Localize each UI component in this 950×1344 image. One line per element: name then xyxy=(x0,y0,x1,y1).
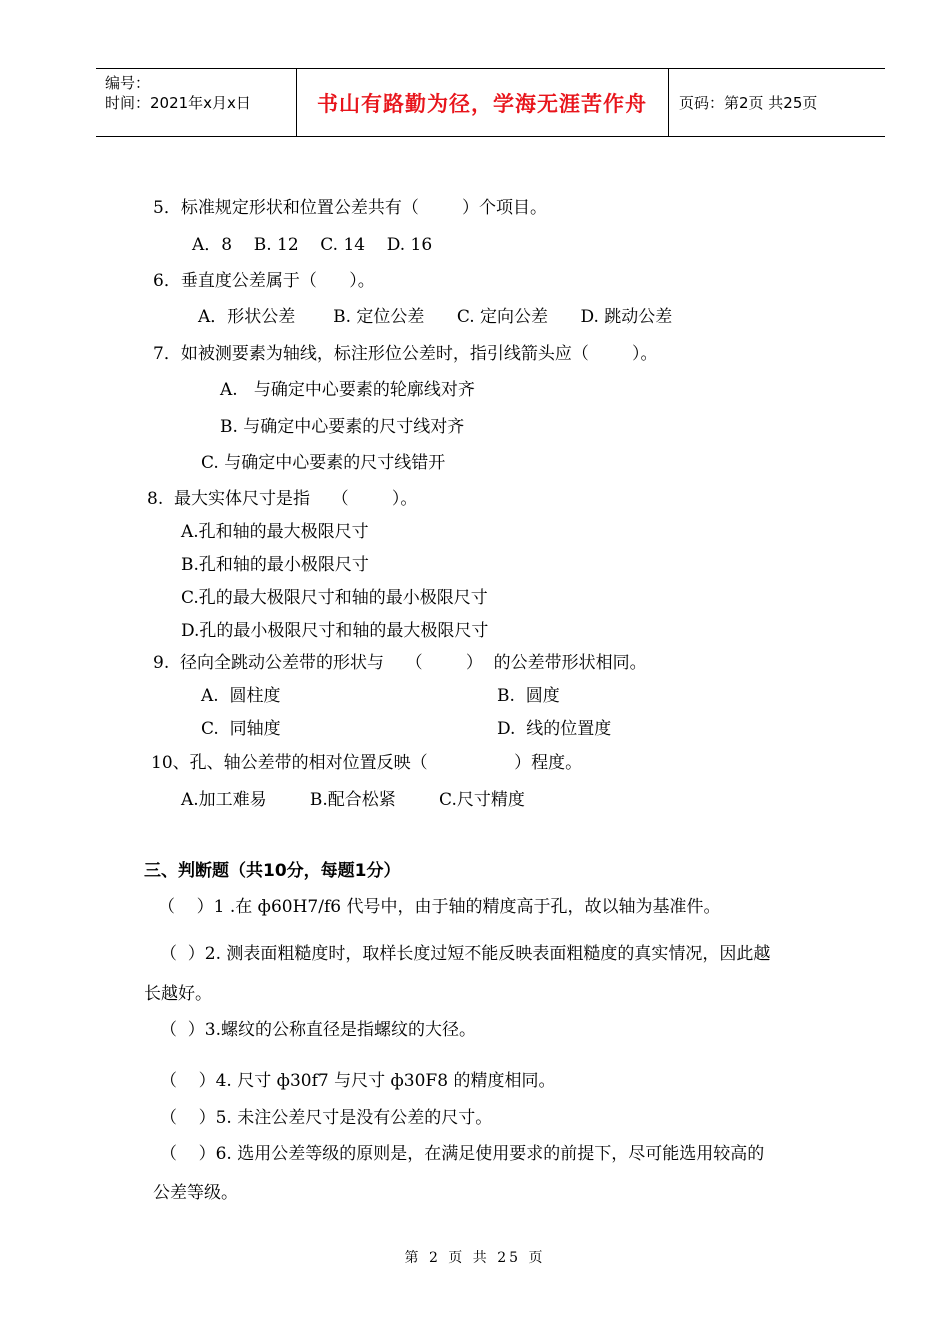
judgment-6-line-2: 公差等级。 xyxy=(153,1183,238,1203)
question-8-option-a: A.孔和轴的最大极限尺寸 xyxy=(181,522,369,542)
judgment-1: （ ）1 .在 ф60H7/f6 代号中，由于轴的精度高于孔，故以轴为基准件。 xyxy=(158,897,721,917)
question-9-option-b: B. 圆度 xyxy=(497,686,560,706)
serial-number-label: 编号： xyxy=(105,74,151,92)
question-7-option-b: B. 与确定中心要素的尺寸线对齐 xyxy=(220,417,465,437)
header-meta-cell xyxy=(96,69,297,136)
question-8-stem: 8. 最大实体尺寸是指 （ ）。 xyxy=(147,489,418,509)
judgment-4: （ ）4. 尺寸 ф30f7 与尺寸 ф30F8 的精度相同。 xyxy=(160,1071,556,1091)
judgment-2-line-2: 长越好。 xyxy=(144,984,212,1004)
question-10-stem: 10、孔、轴公差带的相对位置反映（ ）程度。 xyxy=(151,753,583,773)
question-6-stem: 6．垂直度公差属于（ ）。 xyxy=(153,271,375,291)
question-9-stem: 9. 径向全跳动公差带的形状与 （ ） 的公差带形状相同。 xyxy=(153,653,647,673)
question-8-option-d: D.孔的最小极限尺寸和轴的最大极限尺寸 xyxy=(181,621,489,641)
question-9-option-a: A. 圆柱度 xyxy=(201,686,281,706)
time-label: 时间：2021年x月x日 xyxy=(105,94,251,112)
section-3-title: 三、判断题（共10分，每题1分） xyxy=(144,861,401,881)
question-10-options: A.加工难易 B.配合松紧 C.尺寸精度 xyxy=(181,790,525,810)
judgment-5: （ ）5. 未注公差尺寸是没有公差的尺寸。 xyxy=(160,1108,493,1128)
question-7-option-a: A. 与确定中心要素的轮廓线对齐 xyxy=(220,380,475,400)
question-7-stem: 7．如被测要素为轴线，标注形位公差时，指引线箭头应（ ）。 xyxy=(153,344,658,364)
question-6-options: A．形状公差 B. 定位公差 C. 定向公差 D. 跳动公差 xyxy=(198,307,673,327)
judgment-2-line-1: （ ）2. 测表面粗糙度时，取样长度过短不能反映表面粗糙度的真实情况，因此越 xyxy=(160,944,771,964)
question-8-option-b: B.孔和轴的最小极限尺寸 xyxy=(181,555,369,575)
page-footer: 第 2 页 共 25 页 xyxy=(404,1250,546,1266)
question-8-option-c: C.孔的最大极限尺寸和轴的最小极限尺寸 xyxy=(181,588,488,608)
header-motto: 书山有路勤为径，学海无涯苦作舟 xyxy=(296,69,669,136)
header-page-info: 页码：第2页 共25页 xyxy=(679,94,818,112)
judgment-3: （ ）3.螺纹的公称直径是指螺纹的大径。 xyxy=(160,1020,477,1040)
judgment-6-line-1: （ ）6. 选用公差等级的原则是，在满足使用要求的前提下，尽可能选用较高的 xyxy=(160,1144,765,1164)
question-9-option-c: C. 同轴度 xyxy=(201,719,281,739)
question-9-option-d: D. 线的位置度 xyxy=(497,719,612,739)
question-5-stem: 5．标准规定形状和位置公差共有（ ）个项目。 xyxy=(153,198,548,218)
question-5-options: A．8 B. 12 C. 14 D. 16 xyxy=(192,235,433,255)
question-7-option-c: C. 与确定中心要素的尺寸线错开 xyxy=(201,453,446,473)
page-header xyxy=(96,68,885,137)
